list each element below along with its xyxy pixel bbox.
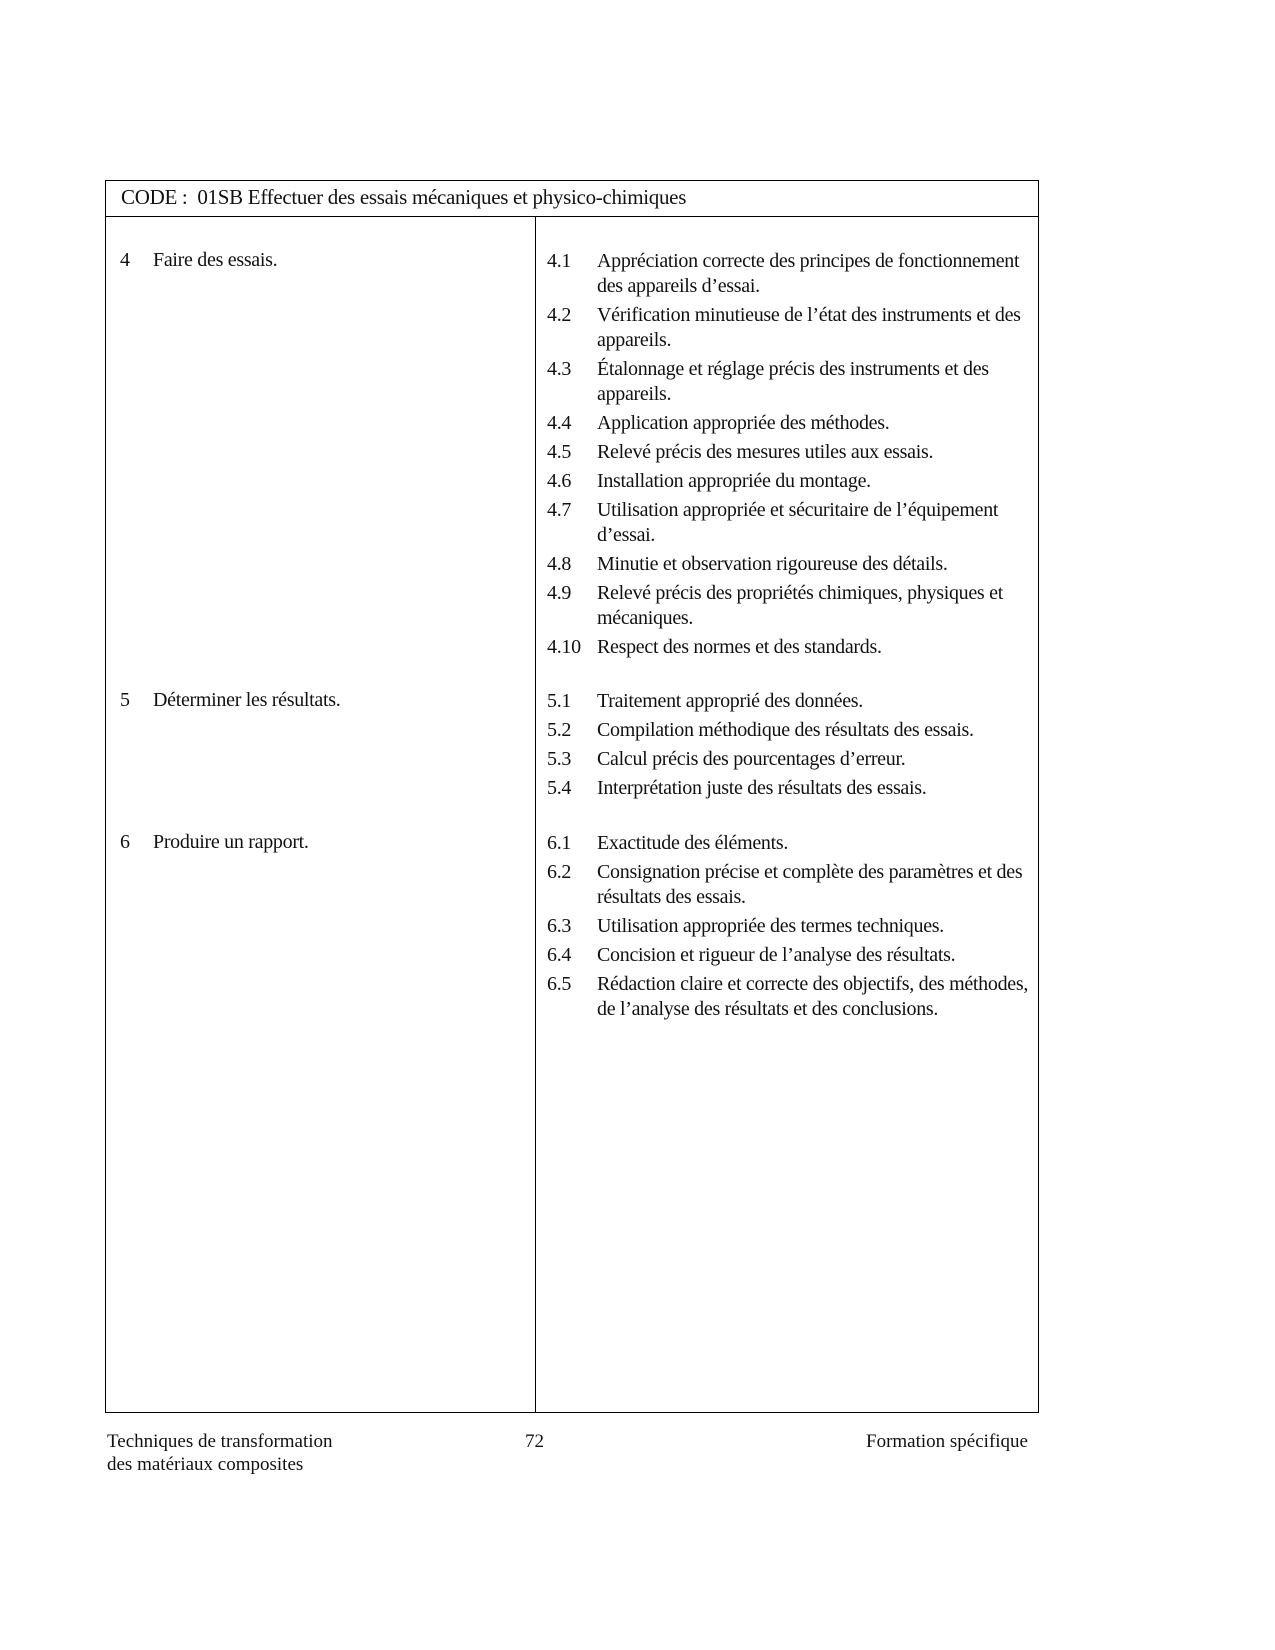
element-label: Faire des essais. (153, 249, 278, 271)
criterion-text: Relevé précis des propriétés chimiques, physiques et mécaniques. (597, 582, 1003, 629)
criterion-text: Appréciation correcte des principes de fonctionnement des appareils d’essai. (597, 250, 1020, 297)
criterion-text: Interprétation juste des résultats des essais. (597, 777, 927, 799)
criterion-item (547, 776, 1032, 801)
footer-program (107, 1430, 333, 1476)
criterion-text: Minutie et observation rigoureuse des détails. (597, 553, 948, 575)
element-label: Déterminer les résultats. (153, 689, 341, 711)
criterion-item (547, 972, 1032, 1022)
criterion-item (547, 831, 1032, 856)
criterion-number: 4.9 (547, 582, 572, 604)
criterion-item (547, 689, 1032, 714)
criterion-item (547, 914, 1032, 939)
code-heading (121, 185, 686, 210)
criterion-number: 4.8 (547, 553, 572, 575)
column-divider (535, 217, 536, 1412)
criterion-item (547, 718, 1032, 743)
criterion-item (547, 357, 1032, 407)
criterion-number: 6.3 (547, 915, 572, 937)
criterion-item (547, 552, 1032, 577)
element-number: 4 (120, 249, 130, 271)
element-number: 5 (120, 689, 130, 711)
criterion-number: 6.2 (547, 861, 572, 883)
criteria-list (547, 831, 1032, 1026)
table-header (106, 181, 1038, 217)
footer-section: Formation spécifique (866, 1431, 1028, 1452)
criterion-number: 5.1 (547, 690, 572, 712)
criterion-text: Rédaction claire et correcte des objectifs, des méthodes, de l’analyse des résultats et des conclusions. (597, 973, 1029, 1020)
criteria-list (547, 249, 1032, 664)
criterion-number: 4.2 (547, 304, 572, 326)
criterion-text: Installation appropriée du montage. (597, 470, 871, 492)
criterion-text: Relevé précis des mesures utiles aux essais. (597, 441, 934, 463)
footer-program-line2: des matériaux composites (107, 1454, 304, 1475)
criterion-item (547, 581, 1032, 631)
criteria-list (547, 689, 1032, 805)
criterion-number: 4.5 (547, 441, 572, 463)
page-number: 72 (525, 1431, 544, 1452)
criterion-number: 4.7 (547, 499, 572, 521)
criterion-text: Vérification minutieuse de l’état des instruments et des appareils. (597, 304, 1021, 351)
criterion-number: 5.3 (547, 748, 572, 770)
criterion-text: Étalonnage et réglage précis des instruments et des appareils. (597, 358, 989, 405)
criterion-text: Utilisation appropriée des termes techniques. (597, 915, 944, 937)
criterion-item (547, 747, 1032, 772)
criterion-item (547, 303, 1032, 353)
criterion-number: 4.3 (547, 358, 572, 380)
criterion-number: 5.2 (547, 719, 572, 741)
criterion-number: 4.6 (547, 470, 572, 492)
criterion-number: 6.4 (547, 944, 572, 966)
criterion-text: Concision et rigueur de l’analyse des résultats. (597, 944, 956, 966)
criterion-item (547, 943, 1032, 968)
criterion-text: Application appropriée des méthodes. (597, 412, 890, 434)
criterion-number: 4.1 (547, 250, 572, 272)
criterion-item (547, 498, 1032, 548)
criterion-item (547, 411, 1032, 436)
criterion-item (547, 469, 1032, 494)
criterion-number: 4.10 (547, 636, 581, 658)
criterion-number: 6.1 (547, 832, 572, 854)
element-label: Produire un rapport. (153, 831, 309, 853)
criterion-item (547, 440, 1032, 465)
criterion-text: Traitement approprié des données. (597, 690, 863, 712)
criterion-item (547, 249, 1032, 299)
code-label: CODE : (121, 185, 188, 209)
criterion-number: 4.4 (547, 412, 572, 434)
criterion-text: Exactitude des éléments. (597, 832, 789, 854)
criterion-text: Consignation précise et complète des paramètres et des résultats des essais. (597, 861, 1023, 908)
criterion-item (547, 635, 1032, 660)
criterion-text: Respect des normes et des standards. (597, 636, 882, 658)
criterion-number: 5.4 (547, 777, 572, 799)
criterion-text: Calcul précis des pourcentages d’erreur. (597, 748, 906, 770)
criterion-text: Compilation méthodique des résultats des essais. (597, 719, 974, 741)
criterion-number: 6.5 (547, 973, 572, 995)
competency-table (105, 180, 1039, 1413)
criterion-item (547, 860, 1032, 910)
criterion-text: Utilisation appropriée et sécuritaire de l’équipement d’essai. (597, 499, 999, 546)
footer-program-line1: Techniques de transformation (107, 1431, 333, 1452)
code-title: 01SB Effectuer des essais mécaniques et physico-chimiques (197, 185, 687, 209)
element-number: 6 (120, 831, 130, 853)
